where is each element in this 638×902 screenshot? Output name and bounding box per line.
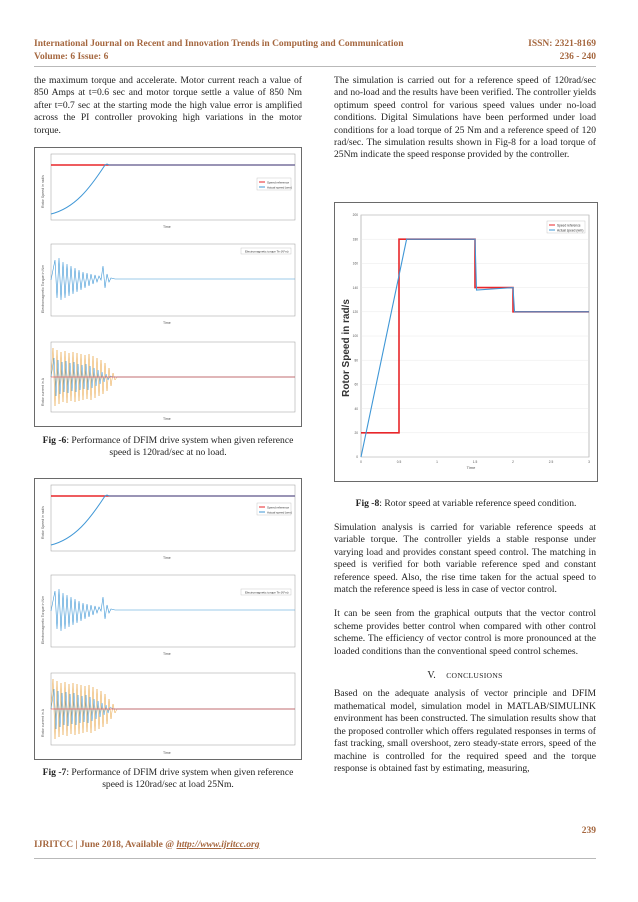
y-tick-label: 180 — [352, 237, 358, 242]
paragraph: It can be seen from the graphical outputs that the vector control scheme provides better control when compared with other control scheme. The efficiency of vector control is more pronounced at the loaded conditions than the conventional speed control schemes. — [334, 608, 596, 657]
legend-act-text: Actual speed (wm) — [267, 185, 292, 190]
x-tick-label: 2.5 — [548, 460, 554, 464]
x-tick-label: 0 — [360, 460, 362, 464]
figure-6-caption — [34, 435, 302, 460]
figure-8-plot — [335, 203, 597, 481]
page-range: 236 - 240 — [559, 52, 596, 62]
fig8-xticks — [360, 460, 590, 464]
ylabel: Electromagnetic Torque in Nm — [41, 264, 45, 313]
section-heading — [334, 670, 596, 682]
fig7-torque-panel — [41, 575, 295, 656]
paragraph: Based on the adequate analysis of vector principle and DFIM mathematical model, simulation model in MATLAB/SIMULINK environment has been constructed. The simulation results show that the proposed controller which offers regulated responses in terms of fast tracking, small overshoot, zero steady-state errors, speed of the machine is controlled for the required speed and the torque response is obtained fast by estimating, measuring, — [334, 688, 596, 774]
ylabel: Rotor Speed in rad/s — [41, 506, 45, 539]
y-tick-label: 80 — [354, 358, 358, 363]
ylabel: Rotor Speed in rad/s — [41, 175, 45, 208]
journal-volume: Volume: 6 Issue: 6 — [34, 52, 109, 62]
y-tick-label: 200 — [352, 213, 358, 218]
footer-text: IJRITCC | June 2018, Available @ — [34, 840, 177, 850]
y-tick-label: 0 — [356, 455, 358, 460]
journal-header-right — [528, 38, 596, 64]
right-column-top — [334, 75, 596, 174]
journal-header — [34, 38, 404, 64]
paragraph: the maximum torque and accelerate. Motor current reach a value of 850 Amps at t=0.6 sec and motor torque settle a value of 850 Nm after t=0.7 sec at the starting mode the high value error is amplified across the PI controller provoking high variations in the motor torque. — [34, 75, 302, 136]
figure-6-plot — [35, 148, 301, 426]
fig7-speed-panel — [41, 485, 295, 560]
legend-ref-text: Speed reference — [557, 223, 581, 228]
legend-torque-text: Electromagnetic torque Te (N*m) — [245, 249, 289, 254]
y-tick-label: 20 — [354, 431, 358, 435]
fig6-current-panel — [41, 342, 295, 421]
caption-label: Fig -6 — [42, 435, 67, 446]
x-tick-label: 0.5 — [396, 460, 402, 464]
caption-label: Fig -7 — [42, 767, 67, 778]
x-tick-label: 2 — [512, 460, 514, 464]
journal-title: International Journal on Recent and Innovation Trends in Computing and Communication — [34, 39, 404, 49]
fig8-ylabel: Rotor Speed in rad/s — [341, 299, 352, 397]
footer — [34, 840, 260, 850]
fig6-torque-panel — [41, 244, 295, 325]
xlabel: Time — [163, 652, 171, 656]
caption-text: : Performance of DFIM drive system when given reference speed is 120rad/sec at load 25Nm. — [66, 767, 294, 791]
legend-ref-text: Speed reference — [267, 180, 290, 185]
section-title: CONCLUSIONS — [446, 671, 503, 681]
y-tick-label: 120 — [352, 310, 358, 314]
legend-act-text: Actual speed (wm) — [557, 228, 584, 233]
figure-8-caption — [334, 498, 598, 510]
x-tick-label: 1 — [436, 460, 438, 464]
y-tick-label: 100 — [352, 334, 358, 339]
footer-link[interactable]: http://www.ijritcc.org — [176, 840, 260, 850]
section-number: V. — [427, 670, 436, 682]
header-rule — [34, 66, 596, 67]
issn: ISSN: 2321-8169 — [528, 39, 596, 49]
figure-8 — [334, 202, 598, 482]
fig6-speed-panel — [41, 154, 295, 229]
caption-text: : Performance of DFIM drive system when given reference speed is 120rad/sec at no load. — [66, 435, 294, 459]
x-tick-label: 3 — [588, 460, 590, 464]
y-tick-label: 60 — [354, 382, 358, 387]
figure-7 — [34, 478, 302, 760]
fig8-xlabel: Time — [466, 465, 476, 470]
right-column-bottom — [334, 522, 596, 787]
legend-ref-text: Speed reference — [267, 505, 290, 510]
figure-7-plot — [35, 479, 301, 759]
figure-7-caption — [34, 767, 302, 792]
legend-act-text: Actual speed (wm) — [267, 510, 292, 515]
x-tick-label: 1.5 — [472, 460, 478, 464]
y-tick-label: 40 — [354, 406, 358, 411]
xlabel: Time — [163, 556, 171, 560]
paragraph: The simulation is carried out for a reference speed of 120rad/sec and no-load and the results have been verified. The controller yields optimum speed control for various speed values under no-load conditions. Digital Simulations have been performed under load conditions for a load torque of 25 Nm and a reference speed of 120 rad/sec. The simulation results shown in Fig-8 for a load torque of 25Nm indicate the speed response provided by the controller. — [334, 75, 596, 161]
page-number: 239 — [581, 826, 596, 836]
xlabel: Time — [163, 751, 171, 755]
left-column — [34, 75, 302, 149]
xlabel: Time — [163, 225, 171, 229]
footer-rule — [34, 858, 596, 859]
xlabel: Time — [163, 417, 171, 421]
y-tick-label: 160 — [352, 261, 358, 266]
fig7-current-panel — [41, 673, 295, 755]
legend-torque-text: Electromagnetic torque Te (N*m) — [245, 590, 289, 595]
caption-label: Fig -8 — [355, 498, 380, 509]
ylabel: Rotor current in A — [41, 378, 45, 406]
paragraph: Simulation analysis is carried for variable reference speeds at variable torque. The controller yields a stable response under varying load and provides constant speed control. The matching in speed is verified for both variable reference sped and constant reference speed. Also, the rise time taken for the actual speed to match the reference speed is less in case of vector control. — [334, 522, 596, 596]
ylabel: Rotor current in A — [41, 709, 45, 737]
xlabel: Time — [163, 321, 171, 325]
figure-6 — [34, 147, 302, 427]
y-tick-label: 140 — [352, 285, 358, 290]
ylabel: Electromagnetic Torque in Nm — [41, 595, 45, 644]
fig8-yticks — [353, 213, 359, 459]
caption-text: : Rotor speed at variable reference speed condition. — [379, 498, 577, 509]
